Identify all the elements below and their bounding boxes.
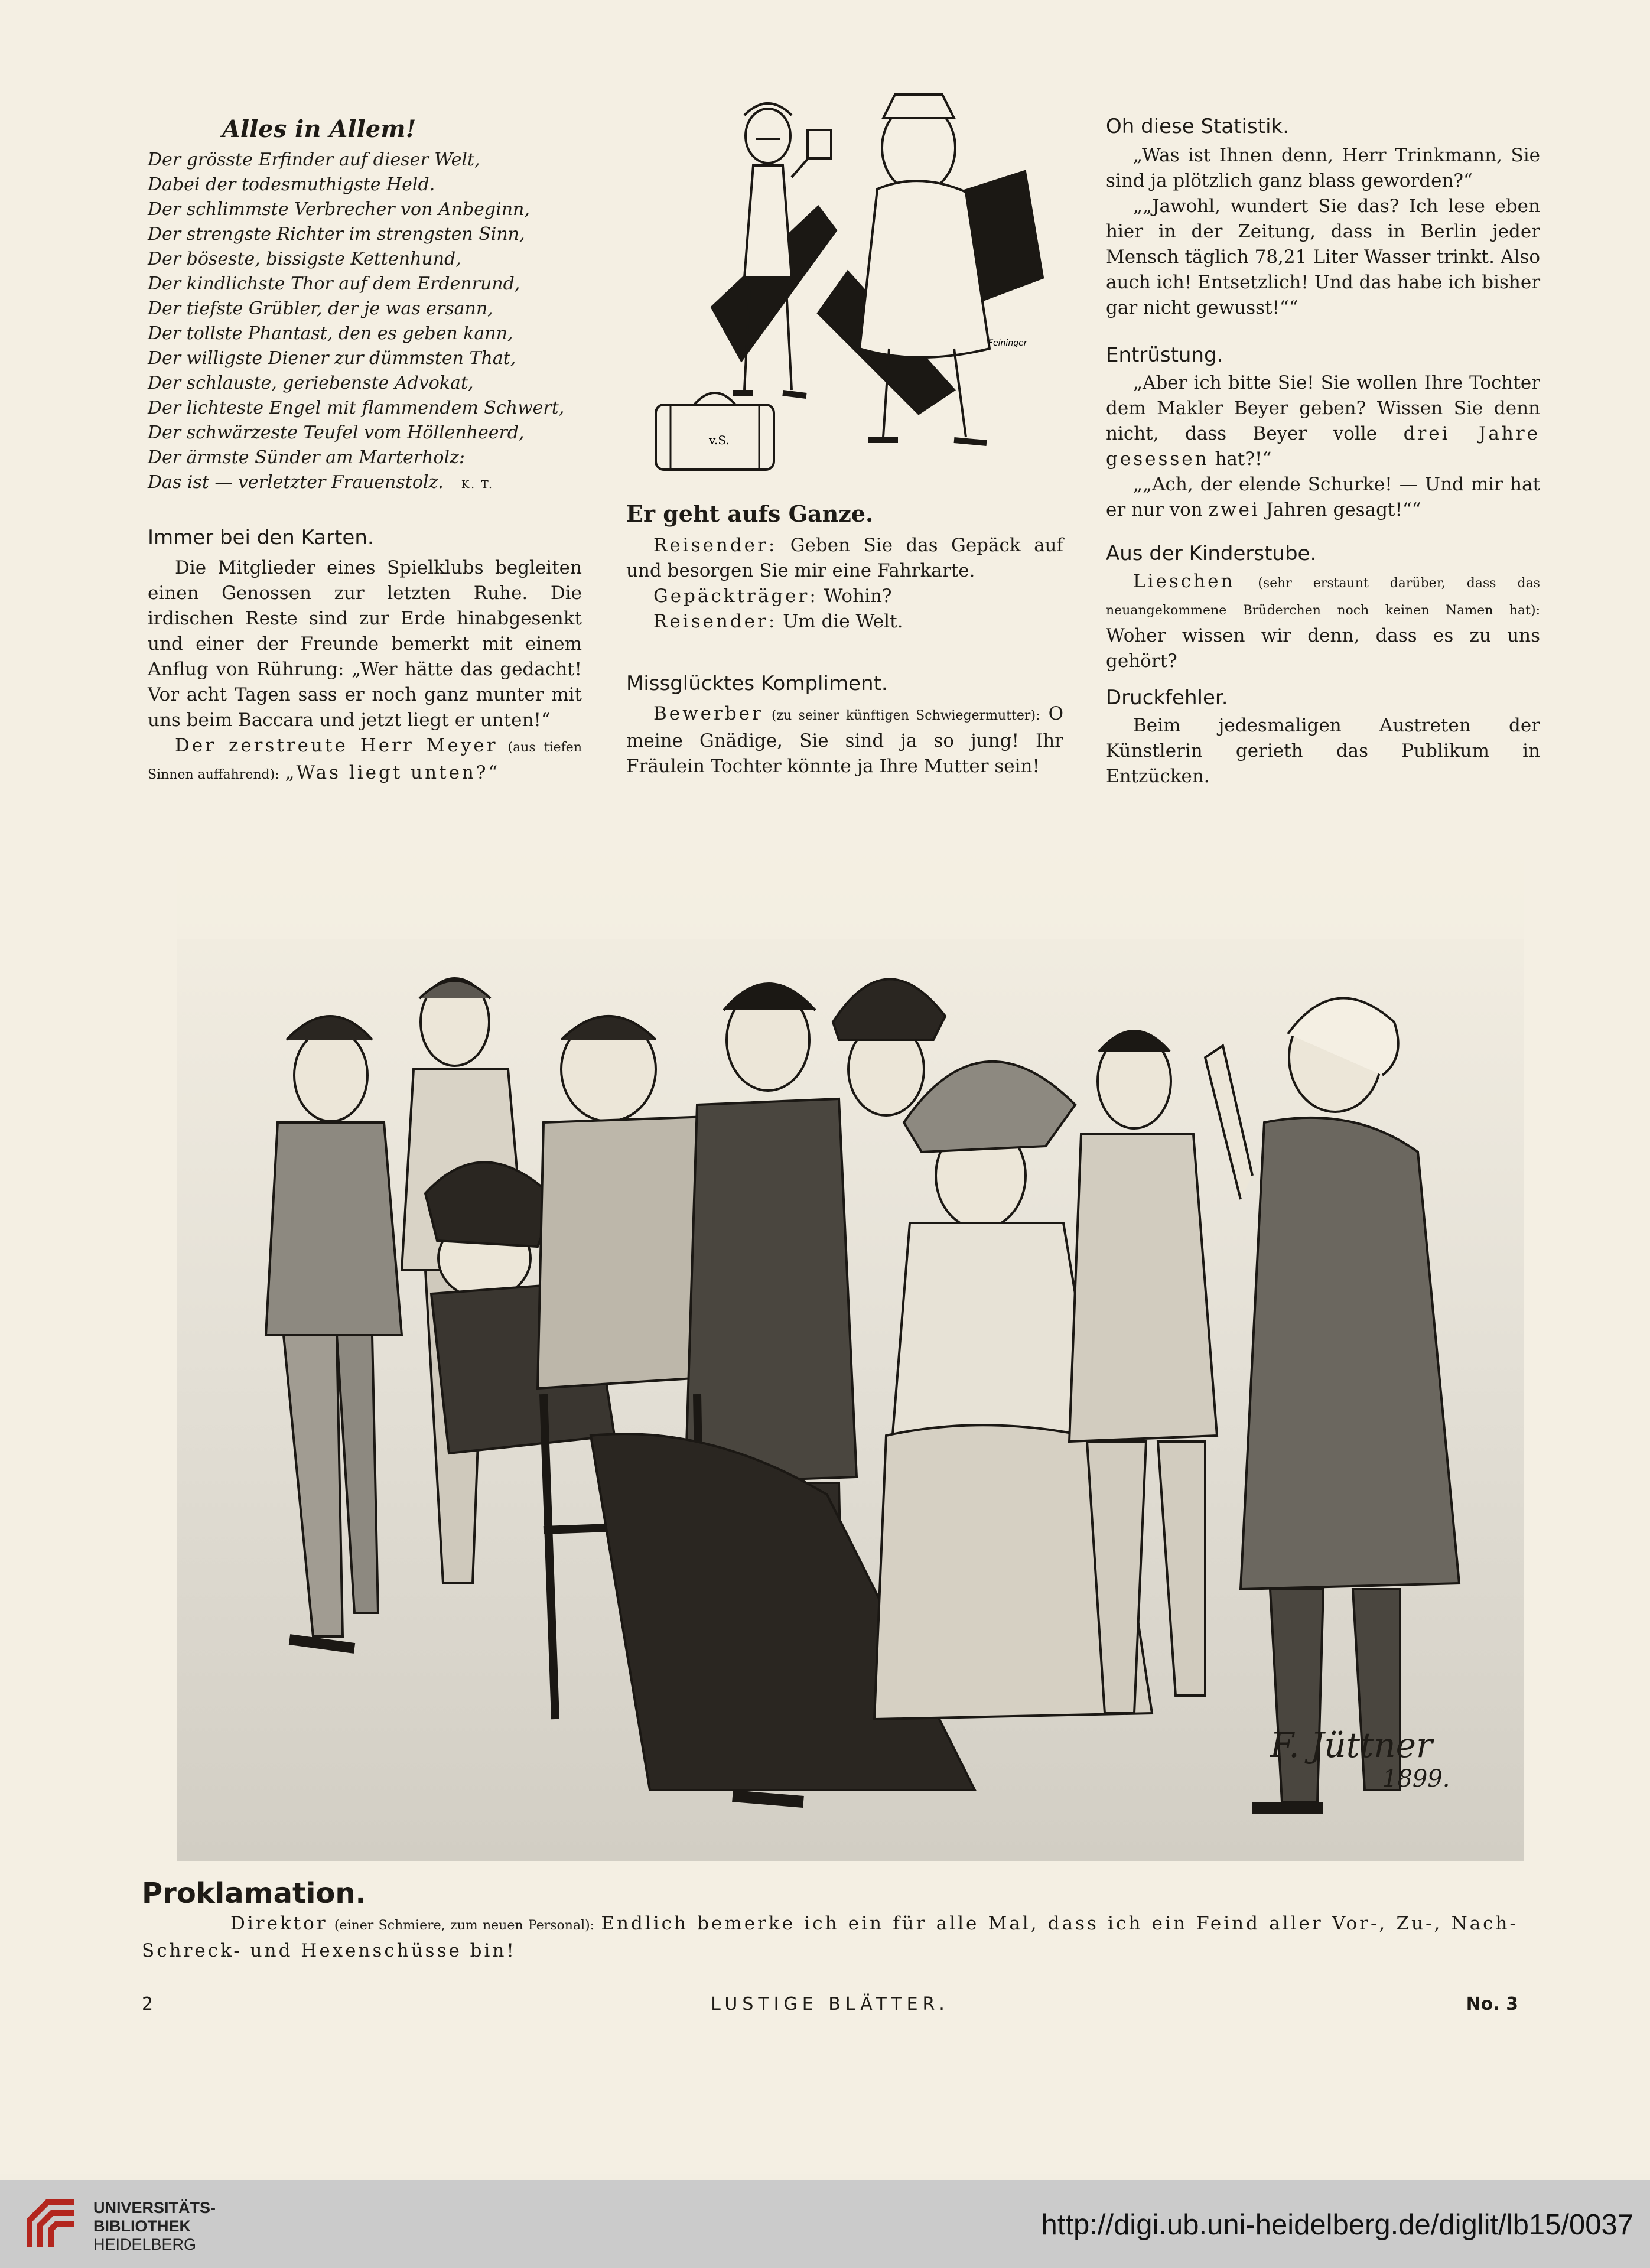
dialogue-text: Jahren gesagt!““: [1265, 499, 1421, 520]
dialogue-text: Endlich bemerke ich ein für alle Mal, dass ich ein Feind aller Vor-, Zu-, Nach-Schreck- und Hexenschüsse bin!: [142, 1913, 1518, 1961]
artist-signature: [1270, 1725, 1465, 1849]
speaker: Lieschen: [1133, 571, 1235, 592]
dialogue-text: O meine Gnädige, Sie sind ja so jung! Ihr Fräulein Tochter könnte ja Ihre Mutter sein!: [626, 703, 1064, 777]
poem-line: Der schlimmste Verbrecher von Anbeginn,: [148, 199, 530, 220]
speaker: Bewerber: [653, 703, 763, 724]
article-title: Entrüstung.: [1106, 343, 1223, 367]
poem-line: Der strengste Richter im strengsten Sinn,: [148, 224, 525, 245]
dialogue-text: „Aber ich bitte Sie! Sie wollen Ihre Tochter dem Makler Beyer geben? Wissen Sie denn nicht, dass Beyer volle: [1106, 372, 1540, 444]
emphasis: zwei: [1208, 499, 1260, 520]
article-proklamation: [142, 1876, 1518, 1964]
library-name-line: BIBLIOTHEK: [93, 2217, 191, 2235]
issue-number: No. 3: [1466, 1994, 1518, 2015]
article-title: Er geht aufs Ganze.: [626, 500, 874, 527]
article-paragraph: [1106, 370, 1540, 472]
travel-cartoon: [623, 83, 1049, 490]
permalink-url[interactable]: http://digi.ub.uni-heidelberg.de/diglit/lb15/0037: [1041, 2209, 1633, 2241]
dialogue-line: [626, 533, 1063, 584]
group-illustration: [177, 845, 1524, 1861]
stage-note: (sehr erstaunt darüber, dass das neuangekommene Brüderchen noch keinen Namen hat):: [1106, 576, 1540, 618]
article-paragraph: [142, 1911, 1518, 1964]
signature-year: 1899.: [1382, 1765, 1450, 1792]
article-paragraph: [1106, 472, 1540, 523]
speaker: Direktor: [230, 1913, 328, 1934]
article-ganze: [626, 501, 1063, 634]
dialogue-text: „„Ach, der elende Schurke! — Und mir hat er nur von: [1106, 474, 1540, 520]
poem-signature: K. T.: [461, 479, 494, 491]
poem-title: Alles in Allem!: [222, 115, 416, 143]
library-banner: [0, 2180, 1650, 2268]
poem-line: Der tiefste Grübler, der je was ersann,: [148, 298, 493, 319]
magazine-name: LUSTIGE BLÄTTER.: [711, 1994, 949, 2015]
article-title: Proklamation.: [142, 1877, 366, 1910]
right-column: [1106, 113, 1540, 789]
article-paragraph: [626, 701, 1063, 779]
article-title: Oh diese Statistik.: [1106, 115, 1290, 138]
dialogue-line: [626, 584, 1063, 609]
dialogue-text: Woher wissen wir denn, dass es zu uns gehört?: [1106, 625, 1540, 672]
article-paragraph: „„Jawohl, wundert Sie das? Ich lese eben hier in der Zeitung, dass in Berlin jeder Mensch täglich 78,21 Liter Wasser trinkt. Also auch ich! Entsetzlich! Und das habe ich bisher gar nicht gewusst!““: [1106, 196, 1541, 318]
poem-line: Dabei der todesmuthigste Held.: [148, 174, 435, 195]
page-number: 2: [142, 1994, 154, 2015]
poem-line: [148, 470, 585, 497]
poem: [148, 148, 585, 497]
stage-note: (einer Schmiere, zum neuen Personal):: [334, 1918, 595, 1933]
article-paragraph: Beim jedesmaligen Austreten der Künstlerin gerieth das Publikum in Entzücken.: [1106, 715, 1540, 787]
article-kompliment: [626, 671, 1063, 779]
article-paragraph: „Was ist Ihnen denn, Herr Trinkmann, Sie sind ja plötzlich ganz blass geworden?“: [1106, 145, 1540, 191]
suitcase-initials: v.S.: [709, 433, 730, 447]
poem-line: Der lichteste Engel mit flammendem Schwert,: [148, 398, 565, 418]
library-name-line: UNIVERSITÄTS-: [93, 2199, 216, 2217]
poem-line-text: Das ist — verletzter Frauenstolz.: [148, 472, 444, 493]
article-title: Immer bei den Karten.: [148, 526, 374, 549]
article-title: Aus der Kinderstube.: [1106, 542, 1317, 565]
poem-line: Der schlauste, geriebenste Advokat,: [148, 373, 474, 393]
article-paragraph: Die Mitglieder eines Spielklubs begleiten einen Genossen zur letzten Ruhe. Die irdischen Reste sind zur Erde hinabgesenkt und einer der Freunde bemerkt mit einem Anflug von Rührung: „Wer hätte das gedacht! Vor acht Tagen sass er noch ganz munter mit uns beim Baccara und jetzt liegt er unten!“: [148, 557, 582, 731]
page-footer: [142, 1994, 1518, 2023]
drawing-signature: Feininger: [988, 339, 1027, 348]
dialogue-text: Wohin?: [824, 585, 892, 607]
speaker: Reisender:: [653, 535, 777, 556]
library-name-line: HEIDELBERG: [93, 2236, 197, 2253]
speaker: Gepäckträger:: [653, 585, 818, 607]
article-karten: [148, 525, 582, 788]
article-paragraph: [1106, 569, 1540, 674]
poem-line: Der willigste Diener zur dümmsten That,: [148, 348, 516, 369]
speaker: Reisender:: [653, 611, 777, 632]
dialogue-text: Geben Sie das Gepäck auf und besorgen Sie mir eine Fahrkarte.: [626, 535, 1063, 581]
article-paragraph: [148, 733, 582, 788]
stage-note: (zu seiner künftigen Schwiegermutter):: [771, 708, 1040, 723]
poem-line: Der schwärzeste Teufel vom Höllenheerd,: [148, 422, 525, 443]
emphasis: drei Jahre gesessen: [1106, 423, 1540, 470]
poem-line: Der böseste, bissigste Kettenhund,: [148, 249, 461, 269]
library-logo-icon[interactable]: [24, 2197, 80, 2253]
dialogue-text: hat?!“: [1215, 448, 1272, 470]
signature-name: F. Jüttner: [1270, 1725, 1433, 1765]
poem-line: Der grösste Erfinder auf dieser Welt,: [148, 149, 480, 170]
poem-line: Der ärmste Sünder am Marterholz:: [148, 447, 465, 468]
dialogue-text: Um die Welt.: [783, 611, 903, 632]
dialogue-line: [626, 609, 1063, 634]
article-title: Missglücktes Kompliment.: [626, 672, 888, 695]
quote: „Was liegt unten?“: [285, 762, 500, 783]
stage-note: (aus tiefen Sinnen auffahrend):: [148, 740, 582, 782]
article-title: Druckfehler.: [1106, 686, 1228, 710]
speaker: Der zerstreute Herr Meyer: [175, 735, 498, 756]
poem-line: Der tollste Phantast, den es geben kann,: [148, 323, 513, 344]
poem-line: Der kindlichste Thor auf dem Erdenrund,: [148, 274, 520, 294]
library-name[interactable]: [93, 2199, 216, 2254]
